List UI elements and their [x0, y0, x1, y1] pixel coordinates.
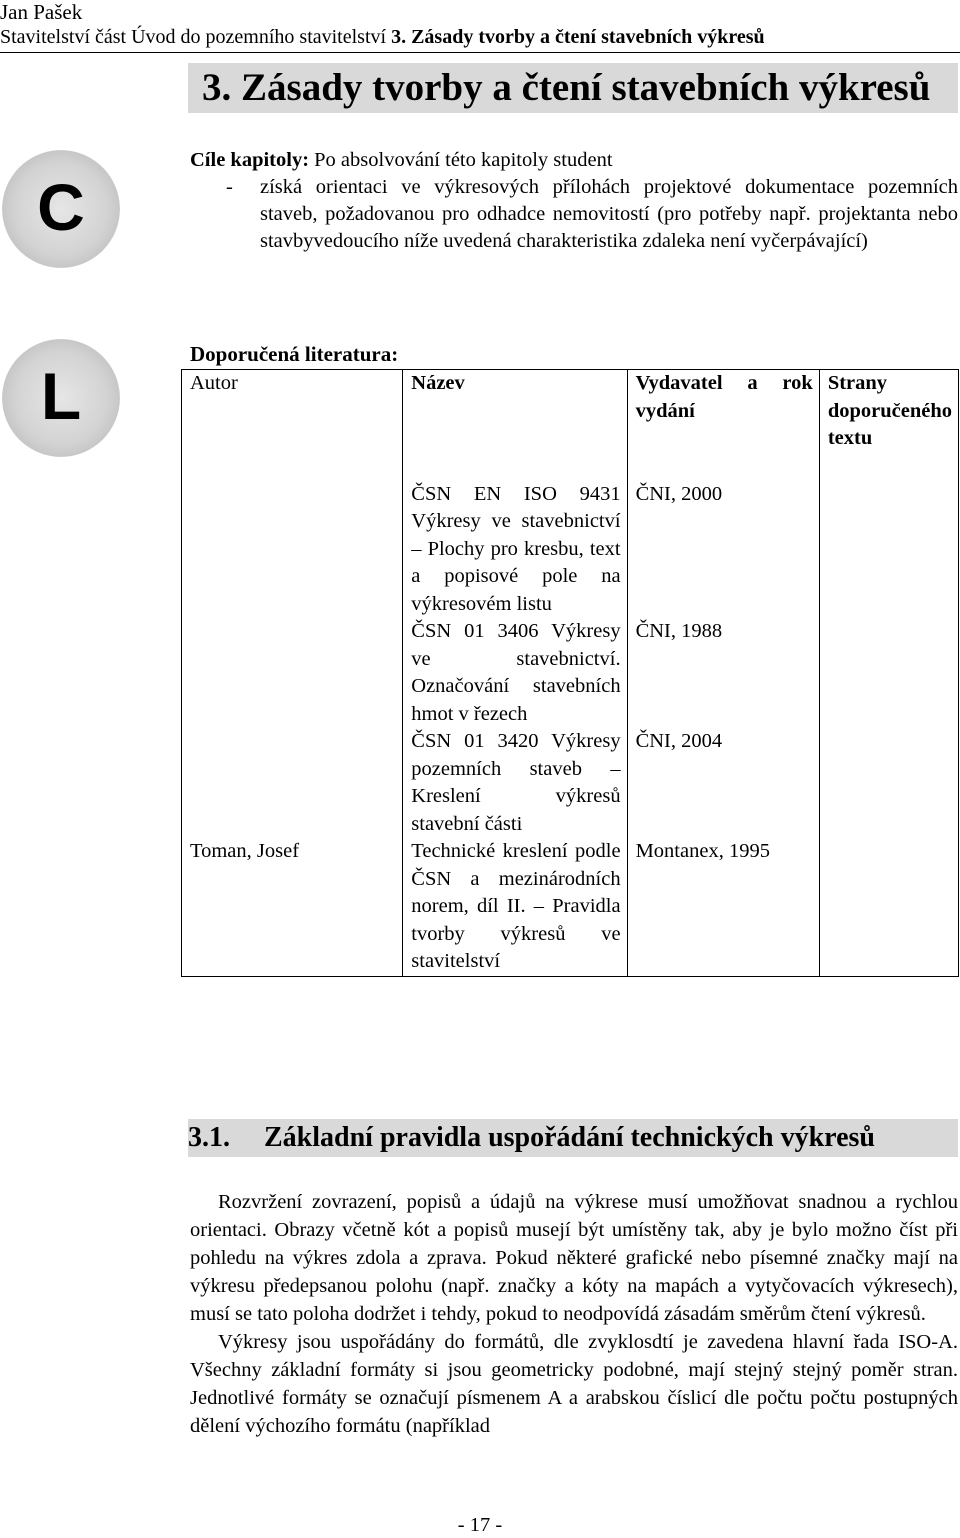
chapter-title: 3. Zásady tvorby a čtení stavebních výkresů: [188, 63, 958, 113]
goals-lead-text: Po absolvování této kapitoly student: [309, 149, 613, 171]
chapter-goals: [190, 147, 958, 255]
col-header-publisher: Vydavatel a rok vydání: [627, 370, 819, 453]
row-publisher: Montanex, 1995: [627, 838, 819, 976]
goals-badge-icon: [2, 150, 120, 268]
row-pages: [819, 618, 958, 728]
row-author: [182, 728, 403, 838]
row-title: ČSN EN ISO 9431 Výkresy ve stavebnictví – Plochy pro kresbu, text a popisové pole na výkresovém listu: [403, 453, 627, 619]
paragraph: Rozvržení zovrazení, popisů a údajů na výkrese musí umožňovat snadnou a rychlou orientaci. Obrazy včetně kót a popisů musejí být umístěny tak, aby je bylo možno číst při pohledu na výkres zdola a zprava. Pokud některé grafické nebo písemné značky mají na výkresu předepsanou polohu (např. značky a kóty na mapách a vytyčovacích výkresech), musí se tato poloha dodržet i tehdy, pokud to neodpovídá zásadám směrům čtení výkresů.: [190, 1191, 958, 1325]
goals-item-text: získá orientaci ve výkresových přílohách projektové dokumentace pozemních staveb, požadovanou pro odhadce nemovitostí (pro potřeby např. projektanta nebo stavbyvedoucího níže uvedená charakteristika zdaleka není vyčerpávající): [260, 176, 958, 252]
row-pages: [819, 838, 958, 976]
goals-item: [190, 174, 958, 255]
literature-badge-letter: L: [40, 359, 82, 433]
col-header-pages: Strany doporučeného textu: [819, 370, 958, 453]
col-header-title: Název: [403, 370, 627, 453]
body-text: [190, 1188, 958, 1440]
literature-heading: Doporučená literatura:: [190, 342, 399, 366]
table-row: [182, 838, 959, 976]
row-title: ČSN 01 3420 Výkresy pozemních staveb – Kreslení výkresů stavební části: [403, 728, 627, 838]
section-number: 3.1.: [188, 1122, 230, 1153]
table-row: [182, 728, 959, 838]
paragraph: Výkresy jsou uspořádány do formátů, dle zvyklosdtí je zavedena hlavní řada ISO-A. Všechny základní formáty si jsou geometricky podobné, mají stejný stejný poměr stran. Jednotlivé formáty se označují písmenem A a arabskou číslicí dle počtu počtu postupných dělení výchozího formátu (například: [190, 1331, 958, 1437]
running-header-chapter: 3. Zásady tvorby a čtení stavebních výkresů: [391, 26, 765, 48]
row-publisher: ČNI, 1988: [627, 618, 819, 728]
page-number: - 17 -: [457, 1514, 503, 1536]
col-header-author: Autor: [182, 370, 403, 453]
row-pages: [819, 728, 958, 838]
row-publisher: ČNI, 2000: [627, 453, 819, 619]
literature-table: [181, 369, 959, 977]
row-author: [182, 453, 403, 619]
section-heading: [188, 1119, 958, 1157]
row-publisher: ČNI, 2004: [627, 728, 819, 838]
row-title: ČSN 01 3406 Výkresy ve stavebnictví. Označování stavebních hmot v řezech: [403, 618, 627, 728]
table-row: [182, 453, 959, 619]
document-author: Jan Pašek: [0, 0, 83, 24]
literature-header-row: [182, 370, 959, 453]
goals-badge-letter: C: [37, 170, 85, 244]
goals-lead: [190, 147, 958, 174]
running-header-prefix: Stavitelství část Úvod do pozemního stavitelství: [0, 26, 392, 48]
row-author: Toman, Josef: [182, 838, 403, 976]
row-title: Technické kreslení podle ČSN a mezinárodních norem, díl II. – Pravidla tvorby výkresů ve stavitelství: [403, 838, 627, 976]
literature-badge-icon: [2, 339, 120, 457]
header-rule: [0, 52, 960, 53]
table-row: [182, 618, 959, 728]
section-title: Základní pravidla uspořádání technických výkresů: [264, 1122, 875, 1153]
running-header: [0, 25, 765, 49]
goals-item-dash: -: [226, 176, 233, 198]
row-pages: [819, 453, 958, 619]
goals-label: Cíle kapitoly:: [190, 149, 310, 171]
row-author: [182, 618, 403, 728]
